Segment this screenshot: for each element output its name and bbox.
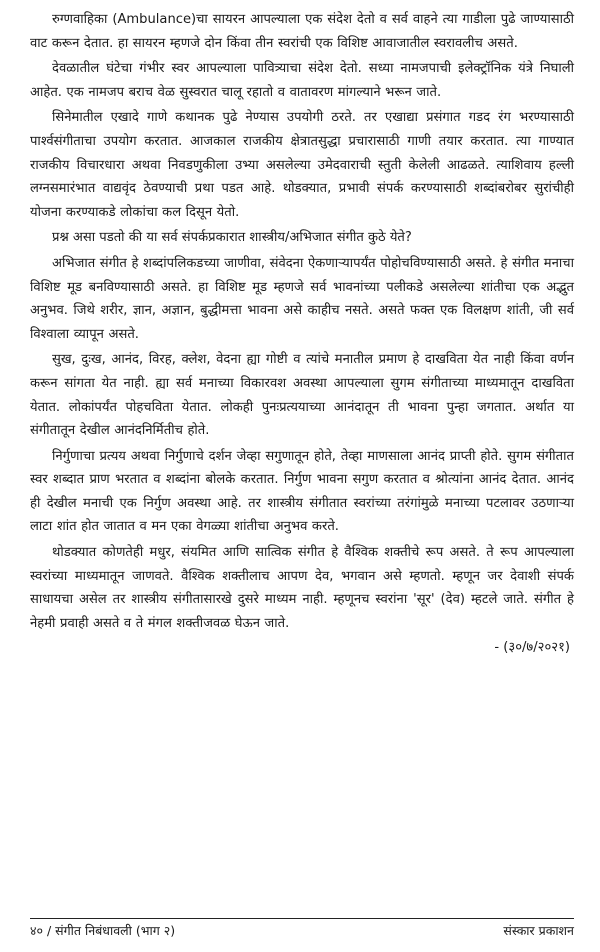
paragraph-conclusion: थोडक्यात कोणतेही मधुर, संयमित आणि सात्विक संगीत हे वैश्विक शक्तीचे रूप असते. ते रूप आपल्याला स्वरांच्या माध्यमातून जाणवते. वैश्विक शक्तीलाच आपण देव, भगवान असे म्हणतो. म्हणून जर देवाशी संपर्क साधायचा असेल तर शास्त्रीय संगीतासारखे दुसरे माध्यम नाही. म्हणूनच स्वरांना 'सूर' (देव) म्हटले जाते. संगीत हे नेहमी प्रवाही असते व ते मंगल शक्तीजवळ घेऊन जाते. <box>30 545 574 631</box>
page <box>30 8 574 944</box>
date-line: - (३०/७/२०२१) <box>494 640 570 656</box>
footer-book-title: ४० / संगीत निबंधावली (भाग २) <box>30 923 176 938</box>
paragraph-nirguna: निर्गुणाचा प्रत्यय अथवा निर्गुणाचे दर्शन जेव्हा सगुणातून होते, तेव्हा माणसाला आनंद प्राप्ती होते. सुगम संगीतात स्वर शब्दात प्राण भरतात व शब्दांना बोलके करतात. निर्गुण भावना सगुण करतात व श्रोत्यांना आनंद देतात. आनंद ही देखील मनाची एक निर्गुण अवस्था आहे. तर शास्त्रीय संगीतात स्वरांच्या तरंगांमुळे मनाच्या पटलावर उठणाऱ्या लाटा शांत होत जातात व मन एका वेगळ्या शांतीचा अनुभव करते. <box>30 448 574 535</box>
paragraph-temple-bell: देवळातील घंटेचा गंभीर स्वर आपल्याला पावित्र्याचा संदेश देतो. सध्या नामजपाची इलेक्ट्रॉनिक यंत्रे निघाली आहेत. एक नामजप बराच वेळ सुस्वरात चालू रहातो व वातावरण मांगल्याने भरून जाते. <box>30 61 574 100</box>
paragraph-emotions: सुख, दुःख, आनंद, विरह, क्लेश, वेदना ह्या गोष्टी व त्यांचे मनातील प्रमाण हे दाखविता येत नाही किंवा वर्णन करून सांगता येत नाही. ह्या सर्व मनाच्या विकारवश अवस्था आपल्याला सुगम संगीताच्या माध्यमातून दाखविता येतात. लोकांपर्यंत पोहचविता येतात. लोकही पुनःप्रत्ययाच्या आनंदातून ती भावना पुन्हा जगतात. अर्थात या संगीतातून देखील आनंदनिर्मितीच होते. <box>30 352 574 439</box>
paragraph-classical-music: अभिजात संगीत हे शब्दांपलिकडच्या जाणीवा, संवेदना ऐकणाऱ्यापर्यंत पोहोचविण्यासाठी असते. हे संगीत मनाचा विशिष्ट मूड बनविण्यासाठी असते. हा विशिष्ट मूड म्हणजे सर्व भावनांच्या पलीकडे असलेल्या शांतीचा एक अद्भुत अनुभव. जिथे शरीर, ज्ञान, अज्ञान, बुद्धीमत्ता भावना असे काहीच नसते. असते फक्त एक विलक्षण शांती, जी सर्व विश्वाला व्यापून असते. <box>30 255 574 342</box>
page-footer <box>30 918 574 940</box>
paragraph-ambulance: रुग्णवाहिका (Ambulance)चा सायरन आपल्याला एक संदेश देतो व सर्व वाहने त्या गाडीला पुढे जाण्यासाठी वाट करून देतात. हा सायरन म्हणजे दोन किंवा तीन स्वरांची एक विशिष्ट आवाजातील स्वरावलीच असते. <box>30 12 574 51</box>
paragraph-cinema-song: सिनेमातील एखादे गाणे कथानक पुढे नेण्यास उपयोगी ठरते. तर एखाद्या प्रसंगात गडद रंग भरण्यासाठी पार्श्वसंगीताचा उपयोग करतात. आजकाल राजकीय क्षेत्रातसुद्धा प्रचारासाठी गाणी तयार करतात. त्या गाण्यात राजकीय विचारधारा अथवा निवडणुकीला उभ्या असलेल्या उमेदवाराची स्तुती केलेली आढळते. त्याशिवाय हल्ली लग्नसमारंभात वाद्यवृंद ठेवण्याची प्रथा पडत आहे. थोडक्यात, प्रभावी संपर्क करण्यासाठी शब्दांबरोबर सुरांचीही योजना करण्याकडे लोकांचा कल दिसून येतो. <box>30 110 574 220</box>
paragraph-question: प्रश्न असा पडतो की या सर्व संपर्कप्रकारात शास्त्रीय/अभिजात संगीत कुठे येते? <box>52 230 412 246</box>
footer-publisher: संस्कार प्रकाशन <box>503 923 574 938</box>
